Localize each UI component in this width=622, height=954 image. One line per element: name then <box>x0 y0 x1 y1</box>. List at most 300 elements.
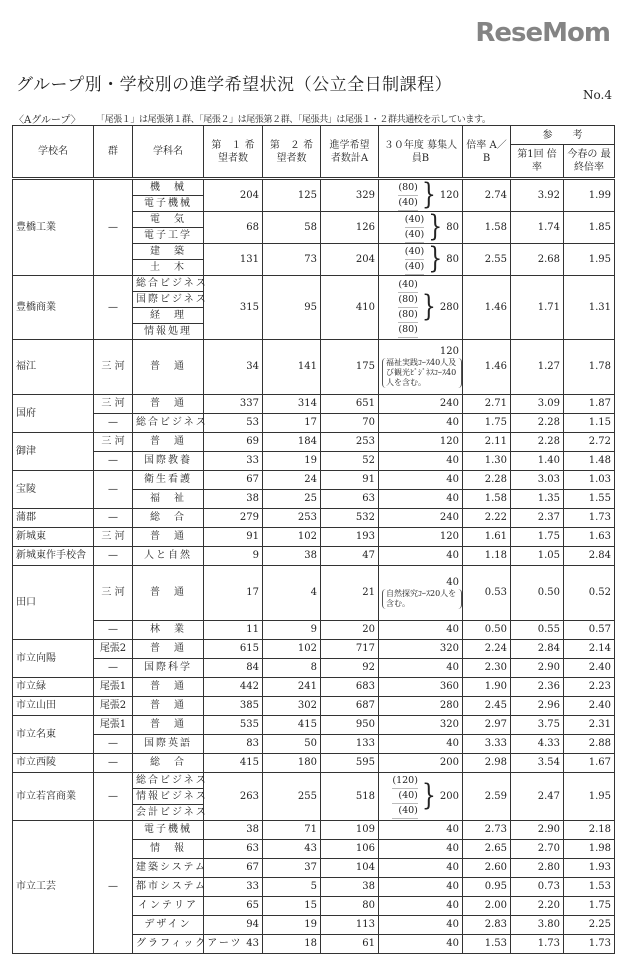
ratio-ab: 2.11 <box>463 433 511 452</box>
dept-name: 電 気 <box>133 212 204 228</box>
quota-breakdown <box>398 181 418 211</box>
school-name: 豊橋工業 <box>13 179 94 276</box>
quota-b: 320 <box>379 716 463 735</box>
quota-b: 120 <box>379 528 463 547</box>
ratio-ab: 2.55 <box>463 244 511 276</box>
ratio-ab: 2.30 <box>463 659 511 678</box>
group-cell: — <box>94 659 133 678</box>
total-a: 52 <box>321 452 379 471</box>
quota-b <box>379 566 463 621</box>
ref-first-ratio: 1.35 <box>511 490 564 509</box>
first-choice-count: 415 <box>204 754 263 773</box>
school-name: 宝陵 <box>13 471 94 509</box>
ref-first-ratio: 2.96 <box>511 697 564 716</box>
second-choice-count: 18 <box>263 935 321 954</box>
first-choice-count: 279 <box>204 509 263 528</box>
ratio-ab: 1.58 <box>463 490 511 509</box>
dept-name: 都市システム <box>133 878 204 897</box>
dept-name: 電子工学 <box>133 228 204 244</box>
ref-final-ratio: 1.63 <box>564 528 615 547</box>
ref-first-ratio: 3.92 <box>511 179 564 212</box>
table-row <box>13 640 615 659</box>
quota-breakdown <box>392 774 418 819</box>
header-reference: 参 考 <box>511 126 615 145</box>
ref-first-ratio: 2.20 <box>511 897 564 916</box>
ref-final-ratio: 1.73 <box>564 935 615 954</box>
dept-name: 電子機械 <box>133 196 204 212</box>
page-title: グループ別・学校別の進学希望状況（公立全日制課程） <box>16 75 453 95</box>
first-choice-count: 94 <box>204 916 263 935</box>
ratio-ab: 2.71 <box>463 395 511 414</box>
header-ref-last: 今春の 最終倍率 <box>564 145 615 179</box>
ratio-ab: 2.00 <box>463 897 511 916</box>
first-choice-count: 83 <box>204 735 263 754</box>
ref-final-ratio: 1.78 <box>564 340 615 395</box>
table-row <box>13 340 615 395</box>
ref-first-ratio: 2.90 <box>511 821 564 840</box>
quota-sub-value: (40) <box>405 228 425 243</box>
first-choice-count: 84 <box>204 659 263 678</box>
quota-b: 40 <box>379 840 463 859</box>
first-choice-count: 38 <box>204 490 263 509</box>
total-a: 329 <box>321 179 379 212</box>
ref-final-ratio: 1.03 <box>564 471 615 490</box>
total-a: 61 <box>321 935 379 954</box>
total-a: 113 <box>321 916 379 935</box>
ratio-ab: 2.60 <box>463 859 511 878</box>
ref-first-ratio: 1.75 <box>511 528 564 547</box>
second-choice-count: 24 <box>263 471 321 490</box>
quota-note: 福祉実践ｺｰｽ40人及び観光ﾋﾞｼﾞﾈｽｺｰｽ40人を含む。 <box>382 358 462 388</box>
group-cell: — <box>94 547 133 566</box>
group-cell: 三 河 <box>94 528 133 547</box>
ratio-ab: 0.53 <box>463 566 511 621</box>
ref-final-ratio: 1.95 <box>564 244 615 276</box>
table-row <box>13 276 615 292</box>
second-choice-count: 102 <box>263 640 321 659</box>
table-row <box>13 621 615 640</box>
dept-name: 総 合 <box>133 509 204 528</box>
header-total-a: 進学希望 者数計A <box>321 126 379 179</box>
quota-sub-value: (80) <box>398 308 418 323</box>
total-a: 106 <box>321 840 379 859</box>
group-cell: — <box>94 821 133 954</box>
group-cell: — <box>94 621 133 640</box>
table-row <box>13 821 615 840</box>
school-name: 福江 <box>13 340 94 395</box>
header-group: 群 <box>94 126 133 179</box>
first-choice-count: 38 <box>204 821 263 840</box>
ref-first-ratio: 1.71 <box>511 276 564 340</box>
quota-b: 40 <box>379 916 463 935</box>
ratio-ab: 1.61 <box>463 528 511 547</box>
dept-name: 総 合 <box>133 754 204 773</box>
school-name: 市立緑 <box>13 678 94 697</box>
ref-final-ratio: 1.95 <box>564 773 615 821</box>
quota-b <box>379 244 463 276</box>
group-cell: 三 河 <box>94 566 133 621</box>
ratio-ab: 1.53 <box>463 935 511 954</box>
quota-b: 40 <box>379 897 463 916</box>
group-label: 〈Aグループ〉 <box>14 115 81 126</box>
dept-name: 普 通 <box>133 340 204 395</box>
page-number: No.4 <box>583 88 612 102</box>
total-a: 175 <box>321 340 379 395</box>
first-choice-count: 315 <box>204 276 263 340</box>
total-a: 683 <box>321 678 379 697</box>
ref-first-ratio: 1.05 <box>511 547 564 566</box>
brace-icon: } <box>421 779 436 813</box>
group-cell: 三 河 <box>94 395 133 414</box>
quota-sub-value: (80) <box>398 323 418 338</box>
dept-name: 総合ビジネス <box>133 276 204 292</box>
first-choice-count: 68 <box>204 212 263 244</box>
dept-name: 普 通 <box>133 395 204 414</box>
ref-first-ratio: 0.73 <box>511 878 564 897</box>
second-choice-count: 125 <box>263 179 321 212</box>
total-a: 109 <box>321 821 379 840</box>
dept-name: 普 通 <box>133 697 204 716</box>
total-a: 204 <box>321 244 379 276</box>
second-choice-count: 102 <box>263 528 321 547</box>
quota-sub-value: (40) <box>405 213 425 228</box>
dept-name: インテリア <box>133 897 204 916</box>
group-cell: — <box>94 773 133 821</box>
ratio-ab: 2.98 <box>463 754 511 773</box>
second-choice-count: 71 <box>263 821 321 840</box>
quota-sub-value: (40) <box>405 245 425 260</box>
first-choice-count: 69 <box>204 433 263 452</box>
ratio-ab: 2.45 <box>463 697 511 716</box>
ratio-ab: 1.18 <box>463 547 511 566</box>
ratio-ab: 0.95 <box>463 878 511 897</box>
brace-icon: } <box>428 210 443 244</box>
group-cell: 尾張2 <box>94 697 133 716</box>
second-choice-count: 241 <box>263 678 321 697</box>
dept-name: 情報ビジネス <box>133 789 204 805</box>
quota-b: 40 <box>379 659 463 678</box>
quota-b <box>379 276 463 340</box>
second-choice-count: 8 <box>263 659 321 678</box>
total-a: 126 <box>321 212 379 244</box>
dept-name: 情報処理 <box>133 324 204 340</box>
quota-breakdown <box>405 245 425 275</box>
first-choice-count: 615 <box>204 640 263 659</box>
dept-name: 総合ビジネス <box>133 414 204 433</box>
table-row <box>13 395 615 414</box>
total-a: 80 <box>321 897 379 916</box>
ratio-ab: 3.33 <box>463 735 511 754</box>
second-choice-count: 73 <box>263 244 321 276</box>
ref-final-ratio: 0.52 <box>564 566 615 621</box>
dept-name: 林 業 <box>133 621 204 640</box>
quota-b: 40 <box>379 878 463 897</box>
second-choice-count: 255 <box>263 773 321 821</box>
table-row <box>13 659 615 678</box>
table-body <box>13 179 615 954</box>
quota-b: 240 <box>379 509 463 528</box>
ref-final-ratio: 1.87 <box>564 395 615 414</box>
first-choice-count: 33 <box>204 452 263 471</box>
dept-name: グラフィックアーツ <box>133 935 204 954</box>
quota-b: 40 <box>379 452 463 471</box>
table-row <box>13 547 615 566</box>
ref-final-ratio: 1.15 <box>564 414 615 433</box>
total-a: 21 <box>321 566 379 621</box>
quota-total: 120 <box>439 346 459 357</box>
ratio-ab: 1.58 <box>463 212 511 244</box>
quota-total: 280 <box>439 301 459 313</box>
first-choice-count: 204 <box>204 179 263 212</box>
ratio-ab: 2.59 <box>463 773 511 821</box>
quota-b: 40 <box>379 859 463 878</box>
ref-first-ratio: 0.50 <box>511 566 564 621</box>
ref-final-ratio: 2.31 <box>564 716 615 735</box>
dept-name: 情 報 <box>133 840 204 859</box>
quota-b: 40 <box>379 821 463 840</box>
quota-b: 320 <box>379 640 463 659</box>
ref-final-ratio: 1.75 <box>564 897 615 916</box>
dept-name: 機 械 <box>133 179 204 196</box>
ratio-ab: 1.46 <box>463 276 511 340</box>
ratio-ab: 2.65 <box>463 840 511 859</box>
second-choice-count: 4 <box>263 566 321 621</box>
ref-first-ratio: 2.70 <box>511 840 564 859</box>
quota-breakdown <box>398 278 418 338</box>
ref-first-ratio: 2.28 <box>511 414 564 433</box>
ref-final-ratio: 2.23 <box>564 678 615 697</box>
ratio-ab: 2.74 <box>463 179 511 212</box>
total-a: 193 <box>321 528 379 547</box>
quota-b: 40 <box>379 547 463 566</box>
dept-name: デザイン <box>133 916 204 935</box>
ratio-ab: 0.50 <box>463 621 511 640</box>
ref-first-ratio: 2.90 <box>511 659 564 678</box>
second-choice-count: 25 <box>263 490 321 509</box>
ref-first-ratio: 0.55 <box>511 621 564 640</box>
ref-final-ratio: 1.31 <box>564 276 615 340</box>
ref-first-ratio: 1.40 <box>511 452 564 471</box>
total-a: 92 <box>321 659 379 678</box>
total-a: 410 <box>321 276 379 340</box>
table-row <box>13 452 615 471</box>
quota-b <box>379 212 463 244</box>
dept-name: 人と自然 <box>133 547 204 566</box>
dept-name: 建 築 <box>133 244 204 260</box>
first-choice-count: 9 <box>204 547 263 566</box>
dept-name: 国際教養 <box>133 452 204 471</box>
quota-b <box>379 340 463 395</box>
ratio-ab: 2.22 <box>463 509 511 528</box>
first-choice-count: 535 <box>204 716 263 735</box>
second-choice-count: 50 <box>263 735 321 754</box>
ref-final-ratio: 2.84 <box>564 547 615 566</box>
ref-final-ratio: 1.73 <box>564 509 615 528</box>
total-a: 595 <box>321 754 379 773</box>
brace-icon: } <box>428 242 443 276</box>
school-name: 豊橋商業 <box>13 276 94 340</box>
total-a: 950 <box>321 716 379 735</box>
dept-name: 国際科学 <box>133 659 204 678</box>
school-name: 御津 <box>13 433 94 471</box>
second-choice-count: 253 <box>263 509 321 528</box>
second-choice-count: 43 <box>263 840 321 859</box>
ref-first-ratio: 3.09 <box>511 395 564 414</box>
table-row <box>13 179 615 196</box>
first-choice-count: 17 <box>204 566 263 621</box>
total-a: 38 <box>321 878 379 897</box>
header-ref-first: 第1回 倍 率 <box>511 145 564 179</box>
ref-first-ratio: 3.75 <box>511 716 564 735</box>
brace-icon: } <box>421 290 436 324</box>
first-choice-count: 43 <box>204 935 263 954</box>
school-name: 市立名東 <box>13 716 94 754</box>
quota-sub-value: (40) <box>398 196 418 211</box>
school-name: 市立工芸 <box>13 821 94 954</box>
quota-sub-value: (120) <box>392 774 418 789</box>
ref-final-ratio: 2.14 <box>564 640 615 659</box>
quota-total: 80 <box>446 253 459 265</box>
ref-final-ratio: 1.93 <box>564 859 615 878</box>
dept-name: 建築システム <box>133 859 204 878</box>
group-cell: — <box>94 276 133 340</box>
total-a: 253 <box>321 433 379 452</box>
first-choice-count: 67 <box>204 859 263 878</box>
group-cell: — <box>94 735 133 754</box>
school-name: 市立向陽 <box>13 640 94 678</box>
header-second: 第 ２ 希望者数 <box>263 126 321 179</box>
first-choice-count: 263 <box>204 773 263 821</box>
dept-name: 普 通 <box>133 433 204 452</box>
table-row <box>13 773 615 789</box>
ref-first-ratio: 1.27 <box>511 340 564 395</box>
table-row <box>13 754 615 773</box>
header-first: 第 １ 希望者数 <box>204 126 263 179</box>
ref-first-ratio: 2.36 <box>511 678 564 697</box>
quota-b: 40 <box>379 735 463 754</box>
first-choice-count: 11 <box>204 621 263 640</box>
first-choice-count: 385 <box>204 697 263 716</box>
ref-first-ratio: 2.80 <box>511 859 564 878</box>
quota-b: 240 <box>379 395 463 414</box>
ref-first-ratio: 2.37 <box>511 509 564 528</box>
legend-note: 「尾張１」は尾張第１群、「尾張２」は尾張第２群、「尾張共」は尾張１・２群共通校を示しています。 <box>96 115 491 125</box>
header-school: 学校名 <box>13 126 94 179</box>
quota-b <box>379 773 463 821</box>
ref-final-ratio: 2.40 <box>564 659 615 678</box>
group-cell: — <box>94 179 133 276</box>
ref-final-ratio: 1.67 <box>564 754 615 773</box>
second-choice-count: 19 <box>263 452 321 471</box>
ratio-ab: 2.24 <box>463 640 511 659</box>
ratio-ab: 1.75 <box>463 414 511 433</box>
first-choice-count: 33 <box>204 878 263 897</box>
group-cell: 三 河 <box>94 340 133 395</box>
quota-b: 40 <box>379 621 463 640</box>
total-a: 91 <box>321 471 379 490</box>
school-name: 田口 <box>13 566 94 640</box>
total-a: 47 <box>321 547 379 566</box>
ref-final-ratio: 1.55 <box>564 490 615 509</box>
group-cell: — <box>94 452 133 471</box>
ratio-ab: 2.83 <box>463 916 511 935</box>
ref-final-ratio: 2.40 <box>564 697 615 716</box>
second-choice-count: 9 <box>263 621 321 640</box>
first-choice-count: 67 <box>204 471 263 490</box>
first-choice-count: 337 <box>204 395 263 414</box>
total-a: 20 <box>321 621 379 640</box>
table-row <box>13 433 615 452</box>
dept-name: 衛生看護 <box>133 471 204 490</box>
group-cell: — <box>94 414 133 433</box>
dept-name: 国際ビジネス <box>133 292 204 308</box>
second-choice-count: 5 <box>263 878 321 897</box>
second-choice-count: 19 <box>263 916 321 935</box>
ref-first-ratio: 4.33 <box>511 735 564 754</box>
quota-b: 40 <box>379 490 463 509</box>
first-choice-count: 53 <box>204 414 263 433</box>
school-name: 市立山田 <box>13 697 94 716</box>
ref-first-ratio: 3.03 <box>511 471 564 490</box>
dept-name: 国際英語 <box>133 735 204 754</box>
group-cell: — <box>94 509 133 528</box>
school-name: 市立若宮商業 <box>13 773 94 821</box>
second-choice-count: 37 <box>263 859 321 878</box>
dept-name: 総合ビジネス <box>133 773 204 789</box>
quota-b: 360 <box>379 678 463 697</box>
ratio-ab: 1.30 <box>463 452 511 471</box>
quota-sub-value: (40) <box>392 789 418 804</box>
total-a: 518 <box>321 773 379 821</box>
ref-first-ratio: 2.68 <box>511 244 564 276</box>
ref-final-ratio: 1.99 <box>564 179 615 212</box>
quota-sub-value: (40) <box>392 804 418 819</box>
table-row <box>13 566 615 621</box>
ratio-ab: 2.73 <box>463 821 511 840</box>
ratio-ab: 1.46 <box>463 340 511 395</box>
quota-sub-value: (40) <box>405 260 425 275</box>
first-choice-count: 442 <box>204 678 263 697</box>
second-choice-count: 15 <box>263 897 321 916</box>
second-choice-count: 38 <box>263 547 321 566</box>
second-choice-count: 415 <box>263 716 321 735</box>
group-cell: 尾張1 <box>94 678 133 697</box>
quota-b: 280 <box>379 697 463 716</box>
dept-name: 普 通 <box>133 716 204 735</box>
ref-final-ratio: 2.18 <box>564 821 615 840</box>
ref-first-ratio: 3.80 <box>511 916 564 935</box>
ratio-ab: 2.97 <box>463 716 511 735</box>
second-choice-count: 17 <box>263 414 321 433</box>
dept-name: 普 通 <box>133 678 204 697</box>
quota-b: 40 <box>379 471 463 490</box>
quota-b <box>379 179 463 212</box>
total-a: 63 <box>321 490 379 509</box>
school-name: 新城東 <box>13 528 94 547</box>
total-a: 532 <box>321 509 379 528</box>
ratio-ab: 2.28 <box>463 471 511 490</box>
header-quota-b: ３０年度 募集人員B <box>379 126 463 179</box>
group-cell: 尾張1 <box>94 716 133 735</box>
school-name: 市立西陵 <box>13 754 94 773</box>
quota-total: 40 <box>446 577 459 588</box>
ref-final-ratio: 0.57 <box>564 621 615 640</box>
quota-total: 80 <box>446 221 459 233</box>
dept-name: 電子機械 <box>133 821 204 840</box>
group-cell: — <box>94 471 133 509</box>
header-dept: 学科名 <box>133 126 204 179</box>
quota-sub-value: (80) <box>398 293 418 308</box>
